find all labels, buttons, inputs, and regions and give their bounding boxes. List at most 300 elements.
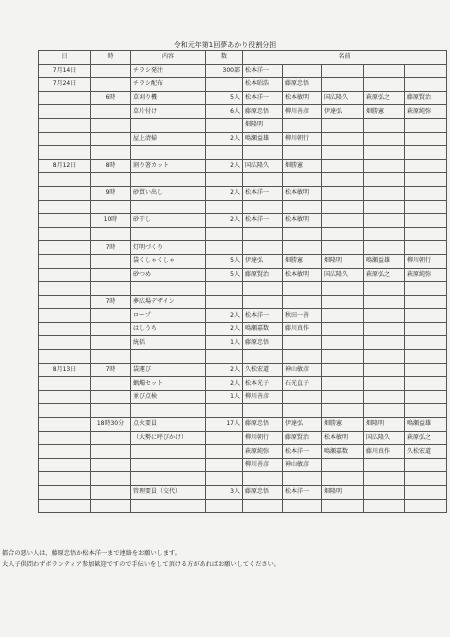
name-cell: 畑隆明 xyxy=(364,418,405,432)
table-row xyxy=(39,431,447,445)
time-cell: 18時30分 xyxy=(91,418,131,432)
table-row xyxy=(39,186,447,200)
table-row xyxy=(39,200,447,214)
name-cell xyxy=(243,173,283,187)
name-cell xyxy=(243,404,283,418)
name-cell xyxy=(322,336,364,350)
count-cell: 2人 xyxy=(206,322,243,336)
name-cell: 松本洋一 xyxy=(243,186,283,200)
count-cell xyxy=(206,200,243,214)
time-cell xyxy=(91,445,131,459)
time-cell xyxy=(91,105,131,119)
name-cell xyxy=(405,146,447,160)
name-cell: 松本敏明 xyxy=(283,214,322,228)
table-row xyxy=(39,282,447,296)
name-cell xyxy=(322,64,364,78)
name-cell xyxy=(364,241,405,255)
time-cell xyxy=(91,377,131,391)
name-cell: 伊達弘 xyxy=(322,105,364,119)
name-cell: 畑隆明 xyxy=(243,118,283,132)
time-cell xyxy=(91,404,131,418)
count-cell: 2人 xyxy=(206,186,243,200)
content-cell: 点火要員 xyxy=(131,418,206,432)
content-cell: チラシ発注 xyxy=(131,64,206,78)
name-cell: 松本昭浩 xyxy=(243,78,283,92)
name-cell: 柳川朝行 xyxy=(405,254,447,268)
content-cell: 蝋燭セット xyxy=(131,377,206,391)
name-cell: 松本洋一 xyxy=(243,309,283,323)
count-cell: 2人 xyxy=(206,309,243,323)
name-cell: 久松宏道 xyxy=(405,445,447,459)
time-cell: 7時 xyxy=(91,363,131,377)
table-row xyxy=(39,254,447,268)
content-cell: 統括 xyxy=(131,336,206,350)
date-cell xyxy=(39,268,91,282)
name-cell xyxy=(405,118,447,132)
name-cell: 松本洋一 xyxy=(283,445,322,459)
name-cell: 鳴瀬益雄 xyxy=(243,132,283,146)
name-cell: 萩原弘之 xyxy=(405,431,447,445)
name-cell: 柳川朝行 xyxy=(283,132,322,146)
name-cell xyxy=(364,486,405,500)
date-cell xyxy=(39,91,91,105)
table-row xyxy=(39,350,447,364)
name-cell xyxy=(405,282,447,296)
name-cell: 伊達弘 xyxy=(283,418,322,432)
name-cell xyxy=(405,499,447,513)
time-cell xyxy=(91,254,131,268)
name-cell xyxy=(283,146,322,160)
table-row xyxy=(39,132,447,146)
content-cell: 夢広場デザイン xyxy=(131,295,206,309)
table-row xyxy=(39,214,447,228)
name-cell: 畑勝憲 xyxy=(364,105,405,119)
date-cell xyxy=(39,322,91,336)
name-cell: 伊達弘 xyxy=(243,254,283,268)
name-cell xyxy=(364,499,405,513)
content-cell: 灯明づくり xyxy=(131,241,206,255)
count-cell: 5人 xyxy=(206,254,243,268)
name-cell: 国広隆久 xyxy=(322,91,364,105)
table-row xyxy=(39,173,447,187)
name-cell xyxy=(283,336,322,350)
name-cell: 鳴瀬益雄 xyxy=(364,254,405,268)
name-cell: 鳴瀬嘉数 xyxy=(322,445,364,459)
name-cell xyxy=(322,499,364,513)
name-cell: 萩原純弥 xyxy=(405,268,447,282)
time-cell xyxy=(91,78,131,92)
name-cell xyxy=(322,377,364,391)
date-cell xyxy=(39,309,91,323)
date-cell xyxy=(39,486,91,500)
count-cell: 300部 xyxy=(206,64,243,78)
name-cell xyxy=(364,214,405,228)
name-cell: 柳川朝行 xyxy=(243,431,283,445)
date-cell xyxy=(39,241,91,255)
name-cell: 鳴瀬嘉数 xyxy=(243,322,283,336)
name-cell xyxy=(322,214,364,228)
name-cell: 萩原弘之 xyxy=(364,91,405,105)
time-cell xyxy=(91,282,131,296)
date-cell xyxy=(39,404,91,418)
count-cell xyxy=(206,227,243,241)
name-cell xyxy=(243,227,283,241)
name-cell xyxy=(283,390,322,404)
content-cell: 砂つめ xyxy=(131,268,206,282)
count-cell xyxy=(206,431,243,445)
table-row xyxy=(39,159,447,173)
time-cell xyxy=(91,64,131,78)
count-cell: 2人 xyxy=(206,377,243,391)
name-cell xyxy=(364,64,405,78)
date-cell: 7月14日 xyxy=(39,64,91,78)
name-cell xyxy=(322,322,364,336)
date-cell: 8月12日 xyxy=(39,159,91,173)
header-content: 内容 xyxy=(131,51,206,65)
count-cell xyxy=(206,295,243,309)
date-cell xyxy=(39,458,91,472)
table-row xyxy=(39,377,447,391)
name-cell xyxy=(322,295,364,309)
count-cell: 2人 xyxy=(206,363,243,377)
count-cell: 1人 xyxy=(206,336,243,350)
count-cell xyxy=(206,78,243,92)
name-cell xyxy=(283,404,322,418)
name-cell xyxy=(322,350,364,364)
footnote-volunteer: 大人子供問わずボランティア参加歓迎ですので手伝いをして頂ける方があればお願いしてください。 xyxy=(2,561,280,568)
table-row xyxy=(39,241,447,255)
table-row xyxy=(39,363,447,377)
name-cell xyxy=(405,64,447,78)
name-cell xyxy=(364,132,405,146)
count-cell xyxy=(206,499,243,513)
date-cell xyxy=(39,350,91,364)
name-cell xyxy=(243,200,283,214)
time-cell xyxy=(91,336,131,350)
content-cell: 袋くしゃくしゃ xyxy=(131,254,206,268)
name-cell xyxy=(243,350,283,364)
name-cell xyxy=(405,295,447,309)
date-cell: 8月13日 xyxy=(39,363,91,377)
count-cell: 6人 xyxy=(206,105,243,119)
header-date: 日 xyxy=(39,51,91,65)
date-cell xyxy=(39,377,91,391)
count-cell: 5人 xyxy=(206,268,243,282)
time-cell: 7時 xyxy=(91,295,131,309)
content-cell xyxy=(131,200,206,214)
count-cell xyxy=(206,350,243,364)
name-cell: 柳川善彦 xyxy=(283,105,322,119)
date-cell xyxy=(39,431,91,445)
time-cell: 6時 xyxy=(91,91,131,105)
date-cell xyxy=(39,214,91,228)
count-cell xyxy=(206,458,243,472)
name-cell xyxy=(405,458,447,472)
table-row xyxy=(39,146,447,160)
table-row xyxy=(39,105,447,119)
name-cell: 松本光子 xyxy=(243,377,283,391)
name-cell xyxy=(405,159,447,173)
count-cell xyxy=(206,472,243,486)
name-cell xyxy=(322,186,364,200)
name-cell: 松本洋一 xyxy=(243,214,283,228)
name-cell: 神山敏彦 xyxy=(283,363,322,377)
name-cell xyxy=(405,227,447,241)
name-cell xyxy=(322,309,364,323)
time-cell: 9時 xyxy=(91,186,131,200)
table-row xyxy=(39,418,447,432)
table-row xyxy=(39,227,447,241)
date-cell xyxy=(39,254,91,268)
content-cell: 管理要員（交代） xyxy=(131,486,206,500)
name-cell xyxy=(405,241,447,255)
name-cell xyxy=(283,227,322,241)
name-cell xyxy=(283,64,322,78)
name-cell xyxy=(405,363,447,377)
time-cell: 8時 xyxy=(91,159,131,173)
name-cell xyxy=(283,499,322,513)
name-cell xyxy=(283,472,322,486)
name-cell xyxy=(405,404,447,418)
time-cell xyxy=(91,350,131,364)
count-cell xyxy=(206,445,243,459)
name-cell: 藤原忠悟 xyxy=(243,105,283,119)
name-cell xyxy=(364,336,405,350)
name-cell xyxy=(364,363,405,377)
name-cell: 藤原賢治 xyxy=(405,91,447,105)
name-cell xyxy=(243,295,283,309)
table-row xyxy=(39,268,447,282)
name-cell xyxy=(405,200,447,214)
name-cell xyxy=(322,472,364,486)
content-cell xyxy=(131,404,206,418)
content-cell: 並び点検 xyxy=(131,390,206,404)
name-cell xyxy=(364,159,405,173)
name-cell xyxy=(322,227,364,241)
table-row xyxy=(39,445,447,459)
table-row xyxy=(39,322,447,336)
name-cell: 藤原賢治 xyxy=(283,431,322,445)
name-cell: 畑勝憲 xyxy=(283,159,322,173)
count-cell xyxy=(206,241,243,255)
time-cell xyxy=(91,431,131,445)
time-cell xyxy=(91,132,131,146)
name-cell xyxy=(243,499,283,513)
name-cell: 藤川真作 xyxy=(364,445,405,459)
name-cell xyxy=(283,118,322,132)
name-cell xyxy=(364,377,405,391)
content-cell: 袋運び xyxy=(131,363,206,377)
name-cell xyxy=(283,350,322,364)
name-cell xyxy=(405,309,447,323)
date-cell xyxy=(39,118,91,132)
name-cell xyxy=(405,350,447,364)
name-cell xyxy=(364,200,405,214)
name-cell xyxy=(405,377,447,391)
name-cell xyxy=(405,214,447,228)
name-cell: 石光直子 xyxy=(283,377,322,391)
name-cell xyxy=(364,295,405,309)
date-cell xyxy=(39,336,91,350)
name-cell: 萩原純弥 xyxy=(405,105,447,119)
name-cell xyxy=(322,241,364,255)
table-row xyxy=(39,390,447,404)
name-cell xyxy=(405,132,447,146)
name-cell: 秋田一善 xyxy=(283,309,322,323)
name-cell: 松本洋一 xyxy=(283,486,322,500)
time-cell: 7時 xyxy=(91,241,131,255)
name-cell: 畑勝憲 xyxy=(283,254,322,268)
table-row xyxy=(39,486,447,500)
name-cell xyxy=(322,132,364,146)
time-cell xyxy=(91,499,131,513)
date-cell xyxy=(39,390,91,404)
content-cell: 砂干し xyxy=(131,214,206,228)
time-cell xyxy=(91,118,131,132)
content-cell: 砂買い出し xyxy=(131,186,206,200)
time-cell xyxy=(91,200,131,214)
name-cell xyxy=(322,390,364,404)
name-cell xyxy=(283,200,322,214)
content-cell: はしうち xyxy=(131,322,206,336)
content-cell xyxy=(131,499,206,513)
role-assignment-table xyxy=(38,50,447,513)
table-row xyxy=(39,309,447,323)
time-cell xyxy=(91,486,131,500)
content-cell: 草片付け xyxy=(131,105,206,119)
time-cell xyxy=(91,268,131,282)
name-cell xyxy=(243,472,283,486)
table-row xyxy=(39,472,447,486)
count-cell: 2人 xyxy=(206,159,243,173)
date-cell xyxy=(39,282,91,296)
count-cell: 17人 xyxy=(206,418,243,432)
name-cell xyxy=(405,336,447,350)
name-cell xyxy=(364,282,405,296)
name-cell: 畑勝憲 xyxy=(322,418,364,432)
name-cell xyxy=(405,390,447,404)
name-cell xyxy=(364,146,405,160)
name-cell: 松本敏明 xyxy=(283,91,322,105)
name-cell xyxy=(243,282,283,296)
content-cell xyxy=(131,146,206,160)
name-cell: 神山敏彦 xyxy=(283,458,322,472)
name-cell: 国広隆久 xyxy=(243,159,283,173)
name-cell xyxy=(364,404,405,418)
name-cell xyxy=(364,472,405,486)
name-cell: 松本敏明 xyxy=(283,186,322,200)
name-cell xyxy=(283,241,322,255)
content-cell xyxy=(131,350,206,364)
count-cell xyxy=(206,173,243,187)
content-cell: （大勢に呼びかけ） xyxy=(131,431,206,445)
name-cell: 鳴瀬益雄 xyxy=(405,418,447,432)
time-cell xyxy=(91,227,131,241)
time-cell xyxy=(91,322,131,336)
content-cell xyxy=(131,445,206,459)
name-cell xyxy=(322,282,364,296)
time-cell xyxy=(91,309,131,323)
name-cell xyxy=(283,282,322,296)
count-cell: 5人 xyxy=(206,91,243,105)
footnote-contact: 都合の悪い人は、藤原忠悟か松本洋一まで連絡をお願いします。 xyxy=(2,550,181,557)
content-cell xyxy=(131,472,206,486)
name-cell: 藤原忠悟 xyxy=(243,418,283,432)
table-body xyxy=(39,64,447,513)
date-cell xyxy=(39,418,91,432)
name-cell: 松本洋一 xyxy=(243,64,283,78)
table-row xyxy=(39,458,447,472)
time-cell xyxy=(91,390,131,404)
name-cell xyxy=(364,309,405,323)
name-cell: 国広隆久 xyxy=(364,431,405,445)
name-cell xyxy=(405,186,447,200)
document-title: 令和元年第1回夢あかり役割分担 xyxy=(173,41,277,49)
name-cell: 藤川真作 xyxy=(283,322,322,336)
content-cell: 割り箸カット xyxy=(131,159,206,173)
count-cell xyxy=(206,404,243,418)
content-cell xyxy=(131,227,206,241)
date-cell xyxy=(39,445,91,459)
count-cell: 1人 xyxy=(206,390,243,404)
count-cell xyxy=(206,118,243,132)
content-cell: 屋上清掃 xyxy=(131,132,206,146)
date-cell xyxy=(39,200,91,214)
name-cell: 松本敏明 xyxy=(322,431,364,445)
name-cell xyxy=(364,390,405,404)
table-row xyxy=(39,91,447,105)
date-cell: 7月24日 xyxy=(39,78,91,92)
name-cell xyxy=(405,322,447,336)
date-cell xyxy=(39,105,91,119)
header-count: 数 xyxy=(206,51,243,65)
name-cell xyxy=(364,173,405,187)
count-cell xyxy=(206,146,243,160)
date-cell xyxy=(39,132,91,146)
name-cell xyxy=(405,472,447,486)
time-cell xyxy=(91,472,131,486)
name-cell: 国広隆久 xyxy=(322,268,364,282)
table-row xyxy=(39,118,447,132)
table-row xyxy=(39,64,447,78)
name-cell xyxy=(364,118,405,132)
table-row xyxy=(39,499,447,513)
name-cell: 藤原賢治 xyxy=(243,268,283,282)
table-row xyxy=(39,78,447,92)
count-cell: 2人 xyxy=(206,214,243,228)
name-cell xyxy=(364,78,405,92)
name-cell: 畑隆明 xyxy=(322,254,364,268)
table-row xyxy=(39,336,447,350)
content-cell xyxy=(131,282,206,296)
name-cell: 藤原忠悟 xyxy=(243,486,283,500)
content-cell: 草刈り機 xyxy=(131,91,206,105)
content-cell xyxy=(131,173,206,187)
count-cell: 2人 xyxy=(206,132,243,146)
table-header-row xyxy=(39,51,447,65)
time-cell xyxy=(91,173,131,187)
name-cell: 畑隆明 xyxy=(322,486,364,500)
name-cell xyxy=(283,173,322,187)
name-cell xyxy=(322,458,364,472)
name-cell xyxy=(243,241,283,255)
name-cell: 柳川善彦 xyxy=(243,458,283,472)
content-cell: チラシ配布 xyxy=(131,78,206,92)
date-cell xyxy=(39,499,91,513)
name-cell xyxy=(322,146,364,160)
name-cell: 久松宏道 xyxy=(243,363,283,377)
name-cell xyxy=(405,173,447,187)
